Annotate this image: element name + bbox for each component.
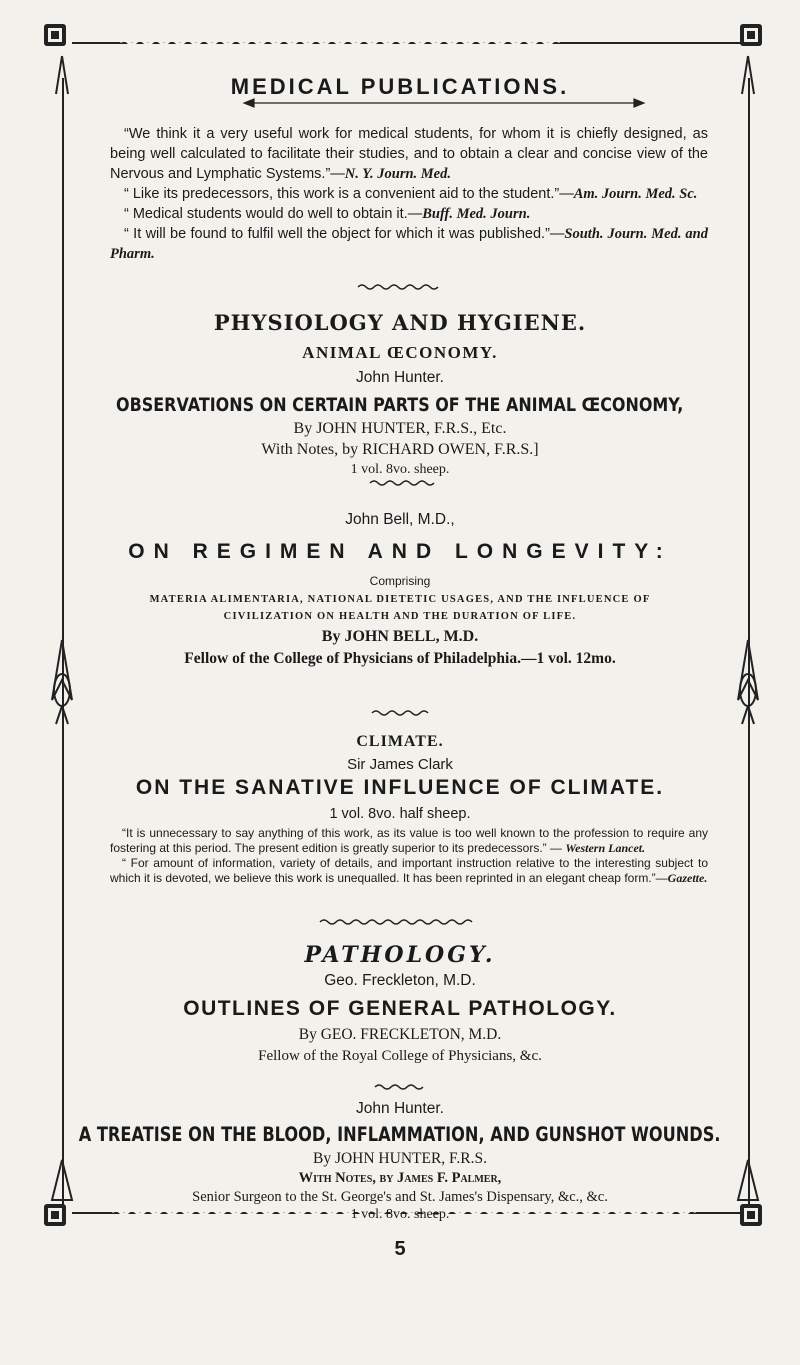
quote-text: “It is unnecessary to say anything of this work, as its value is too well known to the profession to require any fostering at this period. The present edition is greatly superior to its predecessors.” — bbox=[110, 826, 708, 855]
comprising-label: Comprising bbox=[369, 574, 431, 588]
separator-ornament bbox=[375, 1085, 423, 1089]
review-quote bbox=[110, 224, 708, 264]
review-quote bbox=[110, 184, 708, 204]
subtitle-line: CIVILIZATION ON HEALTH AND THE DURATION OF LIFE. bbox=[223, 611, 577, 622]
separator-ornament bbox=[372, 711, 428, 715]
author-short: Sir James Clark bbox=[347, 756, 453, 773]
corner-ornament-top-left bbox=[44, 24, 66, 46]
review-quotes bbox=[110, 124, 708, 264]
quote-text: “ Medical students would do well to obtain it.— bbox=[124, 206, 423, 222]
book-title: ON REGIMEN AND LONGEVITY: bbox=[128, 540, 672, 563]
by-line: By JOHN HUNTER, F.R.S., Etc. bbox=[293, 420, 507, 437]
header-arrow-rule bbox=[244, 99, 644, 107]
book-title: ON THE SANATIVE INFLUENCE OF CLIMATE. bbox=[135, 776, 665, 799]
review-quote bbox=[110, 204, 708, 224]
by-line: By GEO. FRECKLETON, M.D. bbox=[298, 1026, 502, 1043]
separator-ornament bbox=[320, 920, 472, 924]
section-heading-climate: CLIMATE. bbox=[356, 733, 444, 750]
quote-text: “We think it a very useful work for medical students, for whom it is chiefly designed, as being well calculated to facilitate their studies, and to obtain a clear and concise view of the Nervous and Lymphatic Systems.”— bbox=[110, 126, 708, 182]
book-title-text: A TREATISE ON THE BLOOD, INFLAMMATION, AND GUNSHOT WOUNDS. bbox=[79, 1123, 721, 1146]
quote-source: Am. Journ. Med. Sc. bbox=[573, 186, 698, 202]
author-short: John Hunter. bbox=[356, 369, 444, 386]
quote-source: Western Lancet. bbox=[565, 841, 646, 855]
quote-text: “ For amount of information, variety of details, and important instruction relative to the interesting subject to which it is devoted, we believe this work is unequalled. It has been reprinted in an elegant cheap form.”— bbox=[110, 856, 708, 885]
book-title: OUTLINES OF GENERAL PATHOLOGY. bbox=[183, 997, 617, 1020]
book-title bbox=[0, 1123, 800, 1146]
quote-text: “ It will be found to fulfil well the object for which it was published.”— bbox=[124, 226, 565, 242]
quote-text: “ Like its predecessors, this work is a convenient aid to the student.”— bbox=[124, 186, 574, 202]
fellow-line: Fellow of the Royal College of Physicians, &c. bbox=[258, 1048, 542, 1064]
format-line: 1 vol. 8vo. sheep. bbox=[350, 1207, 450, 1222]
surgeon-line: Senior Surgeon to the St. George's and St. James's Dispensary, &c., &c. bbox=[192, 1189, 608, 1205]
author-short: John Bell, M.D., bbox=[345, 511, 455, 528]
review-quote bbox=[110, 124, 708, 184]
quote-source: South. Journ. Med. and Pharm. bbox=[110, 226, 708, 262]
fellow-line: Fellow of the College of Physicians of Philadelphia.—1 vol. 12mo. bbox=[184, 650, 616, 667]
separator-ornament bbox=[370, 481, 434, 485]
climate-reviews bbox=[110, 826, 708, 886]
page-header-title: MEDICAL PUBLICATIONS. bbox=[230, 74, 570, 99]
subheading-animal-oeconomy: ANIMAL ŒCONOMY. bbox=[302, 343, 498, 362]
notes-line: With Notes, by James F. Palmer, bbox=[298, 1170, 502, 1186]
section-heading-pathology: PATHOLOGY. bbox=[304, 942, 496, 968]
separator-ornament bbox=[358, 285, 438, 289]
page-number: 5 bbox=[394, 1238, 406, 1260]
notes-line: With Notes, by RICHARD OWEN, F.R.S.] bbox=[261, 441, 539, 458]
section-heading-physiology: PHYSIOLOGY AND HYGIENE. bbox=[213, 310, 587, 335]
book-title bbox=[0, 394, 800, 416]
by-line: By JOHN BELL, M.D. bbox=[321, 628, 479, 645]
quote-source: Buff. Med. Journ. bbox=[422, 206, 531, 222]
quote-source: Gazette. bbox=[667, 871, 708, 885]
by-line: By JOHN HUNTER, F.R.S. bbox=[312, 1150, 488, 1167]
format-line: 1 vol. 8vo. half sheep. bbox=[329, 806, 471, 822]
subtitle-line: MATERIA ALIMENTARIA, NATIONAL DIETETIC USAGES, AND THE INFLUENCE OF bbox=[149, 594, 651, 605]
author-short: Geo. Freckleton, M.D. bbox=[324, 972, 476, 989]
format-line: 1 vol. 8vo. sheep. bbox=[350, 462, 450, 477]
book-title-text: OBSERVATIONS ON CERTAIN PARTS OF THE ANIMAL ŒCONOMY, bbox=[116, 394, 684, 416]
corner-ornament-top-right bbox=[740, 24, 762, 46]
review-quote bbox=[110, 826, 708, 856]
top-wavy-ornament bbox=[120, 40, 560, 44]
quote-source: N. Y. Journ. Med. bbox=[344, 166, 451, 182]
author-short: John Hunter. bbox=[356, 1100, 444, 1117]
review-quote bbox=[110, 856, 708, 886]
